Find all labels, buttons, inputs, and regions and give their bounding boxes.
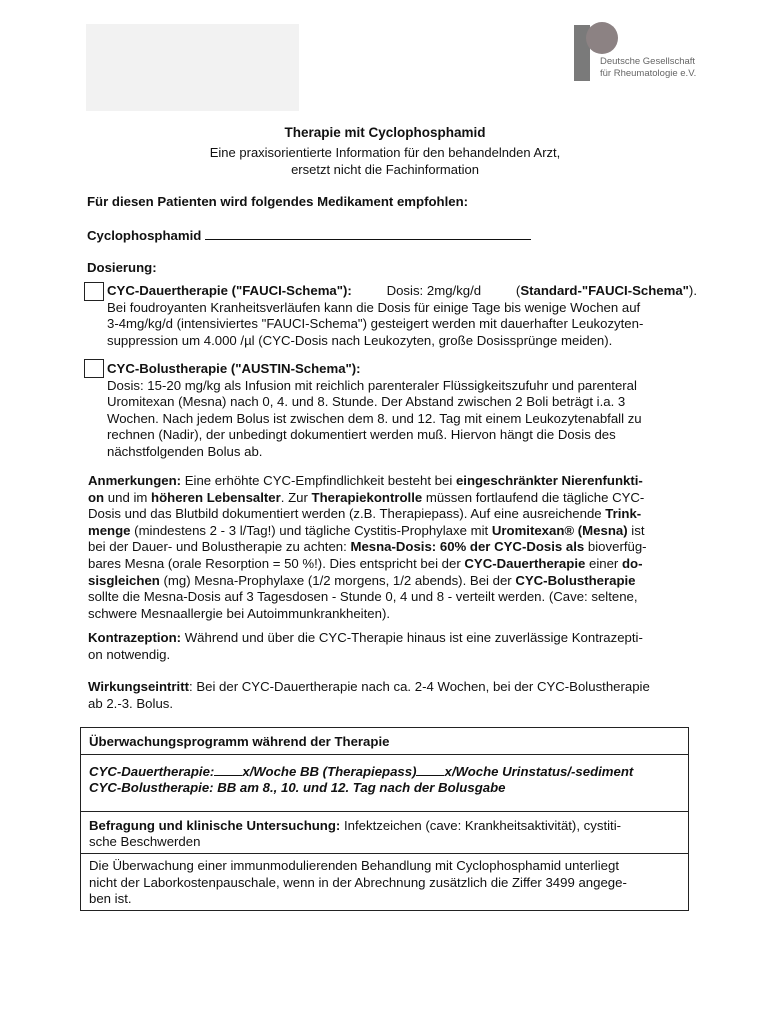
wirkung-block	[88, 679, 698, 712]
dauer-standard	[516, 283, 697, 300]
monitoring-header: Überwachungsprogramm während der Therapie	[81, 728, 688, 755]
anm-text: bares Mesna (orale Resorption = 50 %!). Dies entspricht bei der	[88, 555, 465, 571]
anm-emph: Uromitexan® (Mesna)	[491, 522, 628, 538]
anm-line-6	[88, 556, 698, 573]
befragung-line-1	[89, 818, 680, 835]
bolustherapie-block	[107, 361, 689, 461]
logo-line-2: für Rheumatologie e.V.	[600, 68, 697, 79]
befragung-text: Infektzeichen (cave: Krankheitsaktivität), cystiti-	[340, 817, 622, 833]
anm-emph: CYC-Dauertherapie	[464, 555, 586, 571]
bolustherapie-checkbox[interactable]	[84, 359, 104, 378]
logo-line-1: Deutsche Gesellschaft	[600, 56, 696, 67]
wirkung-label: Wirkungseintritt	[88, 679, 189, 694]
anm-emph: höheren Lebensalter	[151, 489, 281, 505]
std-open: (	[515, 283, 521, 298]
anm-text: . Zur	[280, 489, 312, 505]
dauer-line-1	[107, 283, 697, 300]
anm-text: ist	[627, 522, 645, 538]
std-label: Standard-"FAUCI-Schema"	[520, 283, 689, 298]
dgrh-logo	[574, 22, 714, 82]
bb-text: x/Woche BB (Therapiepass)	[242, 763, 417, 779]
dauer-title: CYC-Dauertherapie ("FAUCI-Schema"):	[107, 283, 352, 298]
wirkung-line-1	[88, 679, 698, 696]
kontra-line-1	[88, 630, 698, 647]
monitoring-row-befragung	[81, 812, 688, 854]
anm-line-5	[88, 539, 698, 556]
wirkung-text: : Bei der CYC-Dauertherapie nach ca. 2-4 Wochen, bei der CYC-Bolustherapie	[189, 679, 650, 694]
anm-text: Dosis und das Blutbild dokumentiert werden (z.B. Therapiepass). Auf eine ausreichende	[88, 506, 606, 522]
anmerkungen-block	[88, 473, 698, 622]
monitoring-row-cyc	[81, 755, 688, 812]
std-close: ).	[688, 283, 697, 298]
kontrazeption-block	[88, 630, 698, 663]
anm-text: und im	[104, 489, 152, 505]
dauer-line-4: suppression um 4.000 /µl (CYC-Dosis nach Leukozyten, große Dosissprünge meiden).	[107, 332, 613, 348]
abrechnung-line-1: Die Überwachung einer immunmodulierenden Behandlung mit Cyclophosphamid unterliegt	[89, 857, 619, 873]
befragung-line-2: sche Beschwerden	[89, 834, 201, 850]
monitoring-table	[80, 727, 689, 911]
bolus-line-5: nächstfolgenden Bolus ab.	[107, 443, 263, 459]
anm-text: Eine erhöhte CYC-Empfindlichkeit besteht bei	[181, 473, 456, 488]
anm-emph: sisgleichen	[88, 572, 160, 588]
anm-line-8: sollte die Mesna-Dosis auf 3 Tagesdosen - Stunde 0, 4 und 8 - verteilt werden. (Cave: seltene,	[88, 589, 638, 605]
anm-emph: do-	[621, 555, 643, 571]
anm-line-2	[88, 490, 698, 507]
kontra-label: Kontrazeption:	[88, 630, 182, 645]
kontra-text: Während und über die CYC-Therapie hinaus ist eine zuverlässige Kontrazepti-	[181, 630, 643, 645]
anm-emph: Therapiekontrolle	[311, 489, 423, 505]
anm-line-3	[88, 506, 698, 523]
anm-text: einer	[585, 555, 622, 571]
kontra-line-2: on notwendig.	[88, 646, 171, 662]
anm-text: bei der Dauer- und Bolustherapie zu achten:	[88, 539, 351, 555]
drug-label: Cyclophosphamid	[87, 228, 202, 243]
dosierung-heading: Dosierung:	[87, 260, 157, 275]
logo-circle-shape	[586, 22, 618, 54]
anm-emph: CYC-Bolustherapie	[515, 572, 636, 588]
bolus-line-2: Uromitexan (Mesna) nach 0, 4. und 8. Stunde. Der Abstand zwischen 2 Boli beträgt i.a. 3	[107, 394, 626, 410]
drug-input-line[interactable]	[205, 227, 531, 240]
dauertherapie-block	[107, 283, 697, 349]
logo-text	[600, 56, 696, 80]
document-subtitle	[0, 144, 770, 178]
anm-line-7	[88, 573, 698, 590]
dauer-line-3: 3-4mg/kg/d (intensiviertes "FAUCI-Schema") gesteigert werden mit dauerhafter Leukozyten-	[107, 316, 644, 332]
urin-text: x/Woche Urinstatus/-sediment	[444, 763, 634, 779]
bolus-line-4: rechnen (Nadir), der unbedingt dokumentiert werden muß. Hiervon hängt die Dosis des	[107, 427, 616, 443]
bolus-line-3: Wochen. Nach jedem Bolus ist zwischen dem 8. und 12. Tag mit einem Leukozytenabfall zu	[107, 410, 642, 426]
frequency-blank-urin[interactable]	[416, 764, 444, 776]
cyc-dauer-line	[89, 764, 680, 781]
anm-text: bioverfüg-	[584, 539, 647, 555]
bolus-title: CYC-Bolustherapie ("AUSTIN-Schema"):	[107, 361, 361, 376]
subtitle-line-2: ersetzt nicht die Fachinformation	[291, 162, 479, 177]
anm-emph: Trink-	[605, 506, 642, 522]
abrechnung-line-3: ben ist.	[89, 891, 132, 907]
dauer-dose: Dosis: 2mg/kg/d	[386, 283, 482, 298]
anm-line-9: schwere Mesnaallergie bei Autoimmunkrankheiten).	[88, 605, 390, 621]
anm-emph: eingeschränkter Nierenfunkti-	[455, 473, 643, 488]
drug-row	[87, 227, 531, 245]
monitoring-row-abrechnung	[81, 854, 688, 910]
anm-emph: Mesna-Dosis: 60% der CYC-Dosis als	[350, 539, 585, 555]
cyc-dauer-label: CYC-Dauertherapie:	[89, 763, 215, 779]
practice-stamp-area	[86, 24, 299, 111]
anm-emph: on	[88, 489, 105, 505]
recommendation-heading: Für diesen Patienten wird folgendes Medikament empfohlen:	[87, 194, 469, 209]
anm-text: müssen fortlaufend die tägliche CYC-	[422, 489, 645, 505]
subtitle-line-1: Eine praxisorientierte Information für den behandelnden Arzt,	[209, 145, 561, 160]
befragung-label: Befragung und klinische Untersuchung:	[89, 817, 341, 833]
wirkung-line-2: ab 2.-3. Bolus.	[88, 695, 174, 711]
dauer-line-2: Bei foudroyanten Kranheitsverläufen kann die Dosis für einige Tage bis wenige Wochen auf	[107, 299, 641, 315]
anm-emph: menge	[88, 522, 131, 538]
anm-text: (mg) Mesna-Prophylaxe (1/2 morgens, 1/2 abends). Bei der	[159, 572, 516, 588]
anm-line-4	[88, 523, 698, 540]
anm-label: Anmerkungen:	[88, 473, 182, 488]
dauertherapie-checkbox[interactable]	[84, 282, 104, 301]
frequency-blank-bb[interactable]	[214, 764, 242, 776]
bolus-line-1: Dosis: 15-20 mg/kg als Infusion mit reichlich parenteraler Flüssigkeitszufuhr und parenteral	[107, 377, 637, 393]
abrechnung-line-2: nicht der Laborkostenpauschale, wenn in der Abrechnung zusätzlich die Ziffer 3499 angege-	[89, 874, 627, 890]
anm-line-1	[88, 473, 698, 490]
cyc-bolus-line: CYC-Bolustherapie: BB am 8., 10. und 12. Tag nach der Bolusgabe	[89, 780, 506, 796]
document-title: Therapie mit Cyclophosphamid	[284, 125, 486, 140]
anm-text: (mindestens 2 - 3 l/Tag!) und tägliche Cystitis-Prophylaxe mit	[130, 522, 492, 538]
